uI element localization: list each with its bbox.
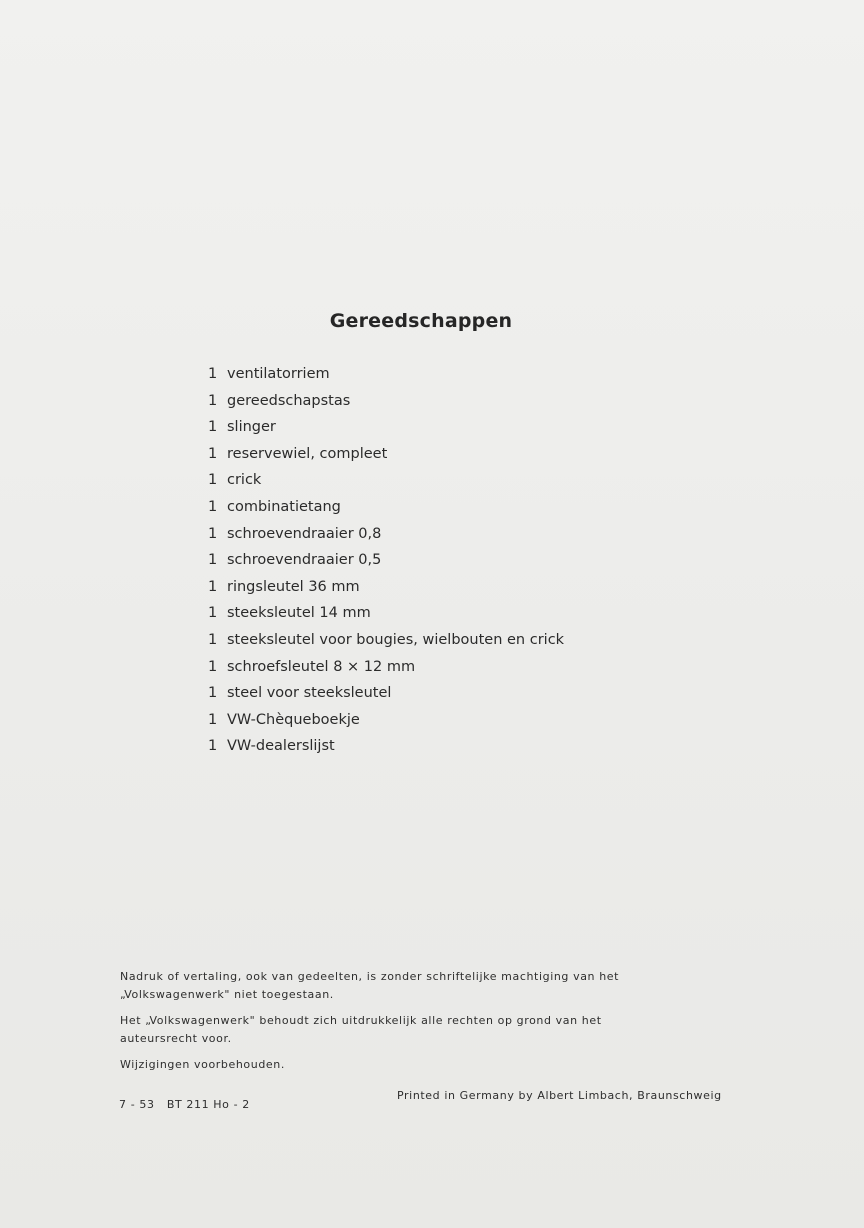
item-quantity: 1 bbox=[208, 472, 218, 489]
item-quantity: 1 bbox=[208, 738, 218, 755]
list-item bbox=[208, 441, 564, 468]
item-quantity: 1 bbox=[208, 392, 218, 409]
item-quantity: 1 bbox=[208, 366, 218, 382]
item-quantity: 1 bbox=[208, 525, 218, 542]
item-text: steeksleutel 14 mm bbox=[227, 605, 371, 622]
item-text: crick bbox=[227, 472, 262, 489]
copyright-notice bbox=[120, 968, 680, 1082]
list-item bbox=[208, 600, 564, 627]
item-text: schroefsleutel 8 × 12 mm bbox=[227, 658, 416, 675]
item-text: gereedschapstas bbox=[227, 392, 351, 409]
document-code: 7 - 53 BT 211 Ho - 2 bbox=[119, 1098, 250, 1111]
item-text: ventilatorriem bbox=[227, 366, 330, 382]
item-text: combinatietang bbox=[227, 498, 341, 515]
list-item bbox=[208, 521, 564, 548]
notice-paragraph: Wijzigingen voorbehouden. bbox=[120, 1058, 285, 1071]
item-quantity: 1 bbox=[208, 498, 218, 515]
item-quantity: 1 bbox=[208, 685, 218, 702]
notice-paragraph: Nadruk of vertaling, ook van gedeelten, is zonder schriftelijke machtiging van het „Volkswagenwerk" niet toegestaan. bbox=[120, 970, 620, 1001]
item-quantity: 1 bbox=[208, 605, 218, 622]
item-quantity: 1 bbox=[208, 658, 218, 675]
page-title: Gereedschappen bbox=[329, 310, 513, 332]
list-item bbox=[208, 547, 564, 574]
item-quantity: 1 bbox=[208, 631, 218, 648]
item-text: reservewiel, compleet bbox=[227, 445, 388, 462]
printer-line: Printed in Germany by Albert Limbach, Braunschweig bbox=[397, 1089, 722, 1102]
list-item bbox=[208, 707, 564, 734]
item-quantity: 1 bbox=[208, 711, 218, 728]
list-item bbox=[208, 467, 564, 494]
list-item bbox=[208, 361, 564, 388]
list-item bbox=[208, 733, 564, 760]
list-item bbox=[208, 574, 564, 601]
item-text: VW-dealerslijst bbox=[227, 738, 335, 755]
item-quantity: 1 bbox=[208, 445, 218, 462]
item-text: ringsleutel 36 mm bbox=[227, 578, 360, 595]
item-text: schroevendraaier 0,8 bbox=[227, 525, 382, 542]
notice-paragraph: Het „Volkswagenwerk" behoudt zich uitdrukkelijk alle rechten op grond van het auteursrecht voor. bbox=[120, 1014, 602, 1045]
item-quantity: 1 bbox=[208, 419, 218, 436]
list-item bbox=[208, 627, 564, 654]
item-text: steel voor steeksleutel bbox=[227, 685, 392, 702]
item-text: steeksleutel voor bougies, wielbouten en crick bbox=[227, 631, 565, 648]
item-text: schroevendraaier 0,5 bbox=[227, 552, 382, 569]
item-quantity: 1 bbox=[208, 578, 218, 595]
tools-list bbox=[208, 361, 564, 760]
list-item bbox=[208, 414, 564, 441]
list-item bbox=[208, 388, 564, 415]
list-item bbox=[208, 680, 564, 707]
item-text: slinger bbox=[227, 419, 276, 436]
item-quantity: 1 bbox=[208, 552, 218, 569]
item-text: VW-Chèqueboekje bbox=[227, 711, 360, 728]
list-item bbox=[208, 494, 564, 521]
list-item bbox=[208, 654, 564, 681]
